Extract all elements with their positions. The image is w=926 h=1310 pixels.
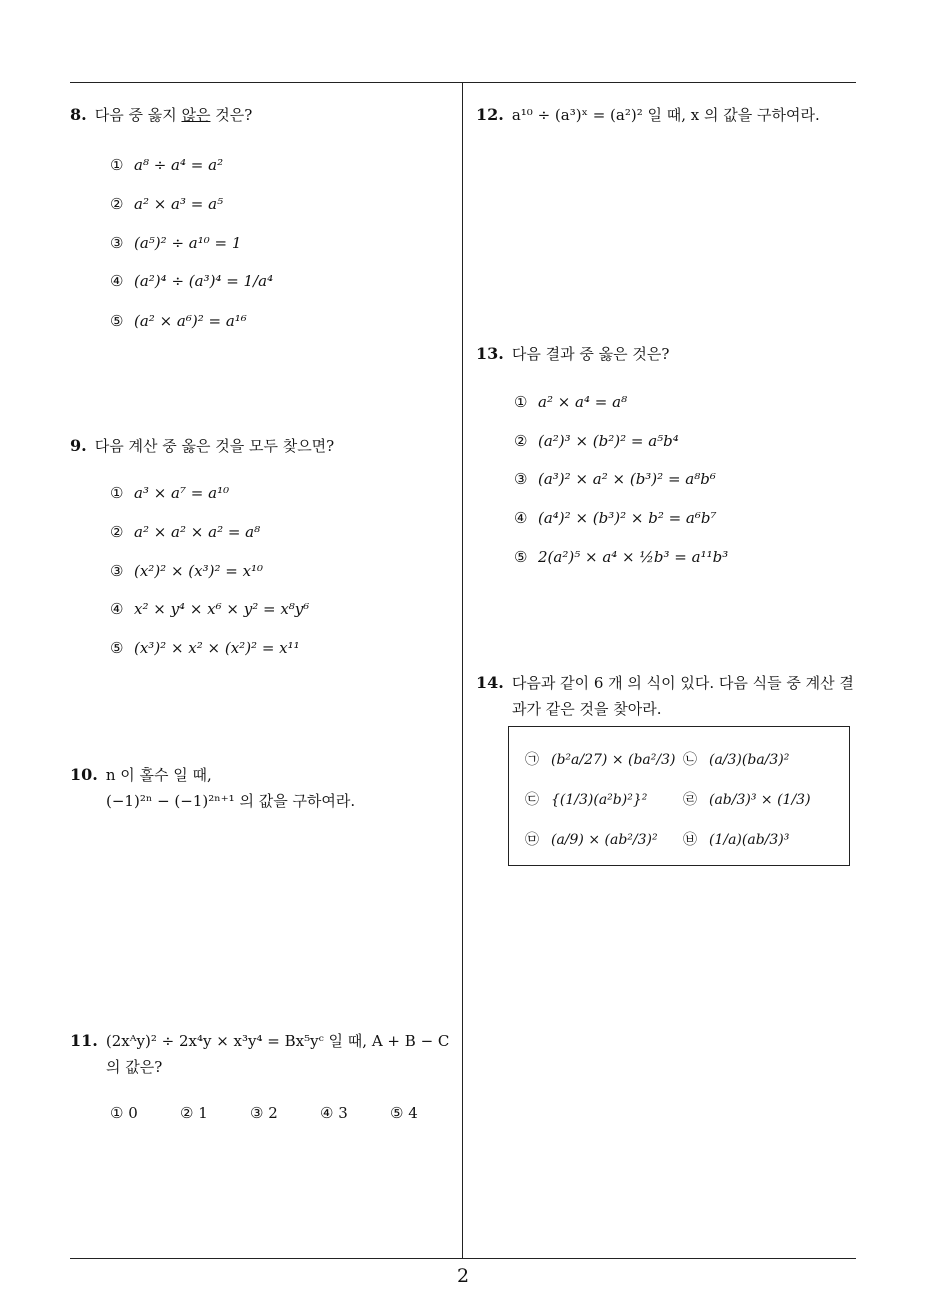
q8-option-2[interactable]: ② a² × a³ = a⁵ bbox=[110, 195, 224, 213]
page-number: 2 bbox=[456, 1265, 470, 1287]
expr-item-3: ㉢ {(1/3)(a²b)²}² bbox=[525, 792, 648, 808]
q9-option-4[interactable]: ④ x² × y⁴ × x⁶ × y² = x⁸y⁶ bbox=[110, 600, 310, 618]
question-13 bbox=[476, 341, 669, 367]
q11-option-3[interactable]: ③ 2 bbox=[250, 1104, 278, 1122]
q13-option-2[interactable]: ② (a²)³ × (b²)² = a⁵b⁴ bbox=[514, 432, 679, 450]
q9-option-2[interactable]: ② a² × a² × a² = a⁸ bbox=[110, 523, 261, 541]
q11-option-2[interactable]: ② 1 bbox=[180, 1104, 208, 1122]
question-11-line2: 의 값은? bbox=[106, 1058, 163, 1076]
q8-option-5[interactable]: ⑤ (a² × a⁶)² = a¹⁶ bbox=[110, 312, 247, 330]
question-12 bbox=[476, 102, 820, 128]
q13-option-3[interactable]: ③ (a³)² × a² × (b³)² = a⁸b⁶ bbox=[514, 470, 716, 488]
question-stem: 다음 중 옳지 않은 것은? bbox=[94, 106, 253, 124]
question-stem: 다음 계산 중 옳은 것을 모두 찾으면? bbox=[94, 437, 335, 455]
question-9 bbox=[70, 433, 334, 459]
q9-option-1[interactable]: ① a³ × a⁷ = a¹⁰ bbox=[110, 484, 230, 502]
question-number: 13. bbox=[476, 344, 504, 363]
question-stem: 다음 결과 중 옳은 것은? bbox=[511, 345, 670, 363]
expression-box bbox=[508, 726, 850, 866]
q11-options bbox=[110, 1104, 460, 1122]
q11-option-5[interactable]: ⑤ 4 bbox=[390, 1104, 418, 1122]
top-rule bbox=[70, 82, 856, 83]
question-number: 9. bbox=[70, 436, 87, 455]
question-number: 12. bbox=[476, 105, 504, 124]
q8-option-4[interactable]: ④ (a²)⁴ ÷ (a³)⁴ = 1/a⁴ bbox=[110, 272, 274, 290]
q9-option-3[interactable]: ③ (x²)² × (x³)² = x¹⁰ bbox=[110, 562, 264, 580]
question-14 bbox=[476, 670, 854, 696]
question-stem: a¹⁰ ÷ (a³)ˣ = (a²)² 일 때, x 의 값을 구하여라. bbox=[511, 106, 820, 124]
question-stem-line1: 다음과 같이 6 개 의 식이 있다. 다음 식들 중 계산 결 bbox=[511, 674, 854, 692]
q13-option-1[interactable]: ① a² × a⁴ = a⁸ bbox=[514, 393, 628, 411]
q9-option-5[interactable]: ⑤ (x³)² × x² × (x²)² = x¹¹ bbox=[110, 639, 300, 657]
q11-option-4[interactable]: ④ 3 bbox=[320, 1104, 348, 1122]
question-stem-line1: (2xᴬy)² ÷ 2x⁴y × x³y⁴ = Bx⁵yᶜ 일 때, A + B − C bbox=[105, 1032, 450, 1050]
question-number: 14. bbox=[476, 673, 504, 692]
question-number: 11. bbox=[70, 1031, 98, 1050]
question-number: 8. bbox=[70, 105, 87, 124]
q13-option-4[interactable]: ④ (a⁴)² × (b³)² × b² = a⁶b⁷ bbox=[514, 509, 717, 527]
question-10-line2: (−1)²ⁿ − (−1)²ⁿ⁺¹ 의 값을 구하여라. bbox=[106, 792, 356, 810]
bottom-rule bbox=[70, 1258, 856, 1259]
question-number: 10. bbox=[70, 765, 98, 784]
q13-option-5[interactable]: ⑤ 2(a²)⁵ × a⁴ × ½b³ = a¹¹b³ bbox=[514, 548, 729, 566]
column-divider bbox=[462, 82, 463, 1258]
expr-item-4: ㉣ (ab/3)³ × (1/3) bbox=[683, 792, 811, 808]
question-8 bbox=[70, 102, 252, 128]
q8-option-3[interactable]: ③ (a⁵)² ÷ a¹⁰ = 1 bbox=[110, 234, 242, 252]
question-14-line2: 과가 같은 것을 찾아라. bbox=[512, 700, 662, 718]
expr-item-5: ㉤ (a/9) × (ab²/3)² bbox=[525, 832, 658, 848]
expr-item-1: ㉠ (b²a/27) × (ba²/3) bbox=[525, 752, 676, 768]
question-10 bbox=[70, 762, 212, 788]
expr-item-6: ㉥ (1/a)(ab/3)³ bbox=[683, 832, 790, 848]
question-stem-line1: n 이 홀수 일 때, bbox=[105, 766, 212, 784]
expr-item-2: ㉡ (a/3)(ba/3)² bbox=[683, 752, 790, 768]
q11-option-1[interactable]: ① 0 bbox=[110, 1104, 138, 1122]
q8-option-1[interactable]: ① a⁸ ÷ a⁴ = a² bbox=[110, 156, 224, 174]
question-11 bbox=[70, 1028, 449, 1054]
